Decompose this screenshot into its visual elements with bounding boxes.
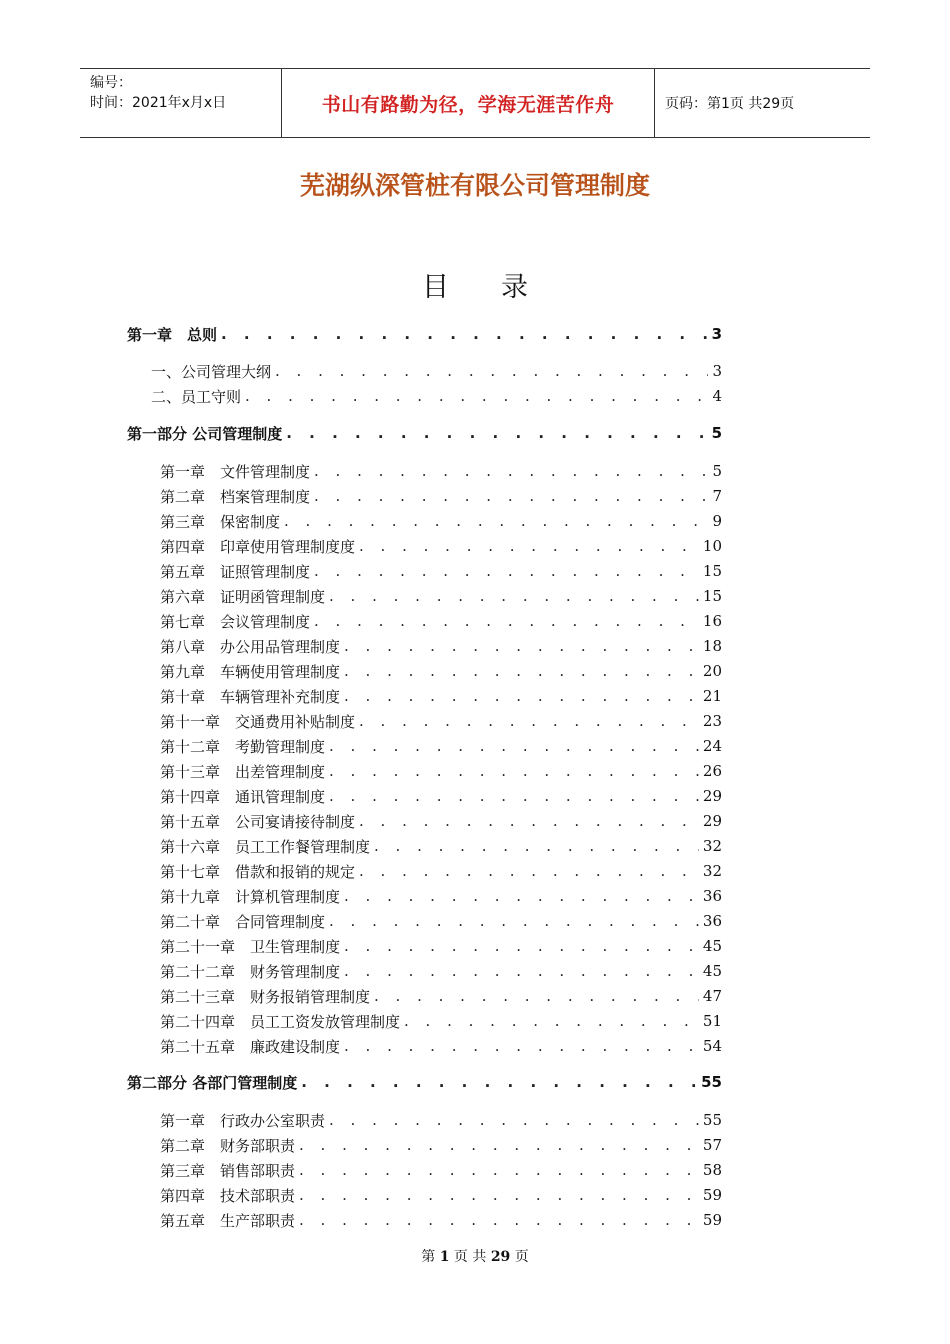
toc-entry-page: 45 xyxy=(702,962,722,980)
toc-entry xyxy=(160,635,722,657)
toc-entry-leader xyxy=(329,762,699,780)
toc-entry xyxy=(160,1010,722,1032)
header-number: 编号： xyxy=(90,75,132,91)
toc-entry-leader xyxy=(344,937,699,955)
toc-entry-label: 第一章 总则 xyxy=(127,325,218,344)
toc-entry-label: 第七章 会议管理制度 xyxy=(160,612,311,631)
toc-entry-label: 第二章 财务部职责 xyxy=(160,1136,296,1155)
toc-entry-leader xyxy=(299,1161,699,1179)
toc-entry-leader xyxy=(329,587,699,605)
header-motto-cell xyxy=(282,69,655,137)
toc-entry-label: 第十九章 计算机管理制度 xyxy=(160,887,341,906)
toc-entry-leader xyxy=(314,612,699,630)
toc-entry-page: 55 xyxy=(702,1111,722,1129)
toc-entry-leader xyxy=(314,562,699,580)
toc-entry-page: 29 xyxy=(702,787,722,805)
toc-entry xyxy=(160,510,722,532)
toc-entry-label: 第二部分 各部门管理制度 xyxy=(127,1073,298,1092)
toc-entry xyxy=(160,835,722,857)
toc-entry-leader xyxy=(314,462,708,480)
toc-entry-leader xyxy=(245,387,708,405)
toc-entry-page: 21 xyxy=(702,687,722,705)
toc-entry xyxy=(160,460,722,482)
toc-entry-label: 第五章 证照管理制度 xyxy=(160,562,311,581)
toc-entry xyxy=(160,660,722,682)
footer-prefix: 第 xyxy=(421,1249,436,1265)
footer-total: 29 xyxy=(490,1249,511,1265)
toc-entry-page: 9 xyxy=(712,512,722,530)
toc-entry-leader xyxy=(344,1037,699,1055)
toc-entry xyxy=(160,485,722,507)
toc-entry-label: 第十五章 公司宴请接待制度 xyxy=(160,812,356,831)
toc-entry-label: 第十二章 考勤管理制度 xyxy=(160,737,326,756)
toc-entry-leader xyxy=(299,1186,699,1204)
toc-entry-page: 32 xyxy=(702,837,722,855)
toc-entry-page: 7 xyxy=(712,487,722,505)
toc-entry-label: 第十七章 借款和报销的规定 xyxy=(160,862,356,881)
toc-entry-page: 23 xyxy=(702,712,722,730)
toc-entry-page: 58 xyxy=(702,1161,722,1179)
toc-entry-label: 第一章 行政办公室职责 xyxy=(160,1111,326,1130)
toc-entry-leader xyxy=(344,687,699,705)
toc-entry-page: 47 xyxy=(702,987,722,1005)
toc-entry-label: 第四章 技术部职责 xyxy=(160,1186,296,1205)
toc-entry xyxy=(127,422,722,444)
toc-entry-label: 第四章 印章使用管理制度度 xyxy=(160,537,356,556)
toc-entry-label: 第十四章 通讯管理制度 xyxy=(160,787,326,806)
toc-entry-leader xyxy=(359,812,699,830)
toc-entry-label: 第二十一章 卫生管理制度 xyxy=(160,937,341,956)
toc-entry-label: 第八章 办公用品管理制度 xyxy=(160,637,341,656)
toc-entry xyxy=(160,710,722,732)
toc-entry-leader xyxy=(284,512,708,530)
toc-entry-page: 36 xyxy=(702,887,722,905)
header-page-number: 页码：第1页 共29页 xyxy=(665,96,795,112)
toc-entry-label: 第三章 保密制度 xyxy=(160,512,281,531)
toc-entry-leader xyxy=(329,787,699,805)
toc-entry xyxy=(160,810,722,832)
toc-entry-page: 3 xyxy=(712,362,722,380)
toc-entry-label: 第十章 车辆管理补充制度 xyxy=(160,687,341,706)
toc-entry-label: 第五章 生产部职责 xyxy=(160,1211,296,1230)
toc-entry-label: 第二十四章 员工工资发放管理制度 xyxy=(160,1012,401,1031)
toc-entry-leader xyxy=(329,912,699,930)
header-motto: 书山有路勤为径，学海无涯苦作舟 xyxy=(321,93,615,116)
toc-entry-page: 24 xyxy=(702,737,722,755)
toc-entry xyxy=(127,1071,722,1093)
toc-entry xyxy=(160,610,722,632)
toc-entry-leader xyxy=(374,837,699,855)
toc-entry xyxy=(160,585,722,607)
page-header xyxy=(80,68,870,138)
toc-entry-label: 第一章 文件管理制度 xyxy=(160,462,311,481)
toc-entry-page: 54 xyxy=(702,1037,722,1055)
toc-entry-leader xyxy=(301,1073,697,1091)
toc-entry-page: 59 xyxy=(702,1211,722,1229)
toc-entry xyxy=(160,560,722,582)
toc-entry-page: 18 xyxy=(702,637,722,655)
toc-entry-label: 第二十三章 财务报销管理制度 xyxy=(160,987,371,1006)
toc-entry-leader xyxy=(344,637,699,655)
toc-entry-label: 第十一章 交通费用补贴制度 xyxy=(160,712,356,731)
toc-entry-label: 第六章 证明函管理制度 xyxy=(160,587,326,606)
toc-entry-leader xyxy=(329,1111,699,1129)
toc-entry-label: 第二十五章 廉政建设制度 xyxy=(160,1037,341,1056)
toc-entry-page: 5 xyxy=(711,424,722,442)
toc-entry-leader xyxy=(359,862,699,880)
toc-entry-label: 第二十二章 财务管理制度 xyxy=(160,962,341,981)
page-footer xyxy=(0,1246,950,1266)
toc-entry-page: 57 xyxy=(702,1136,722,1154)
toc-entry-page: 32 xyxy=(702,862,722,880)
toc-entry xyxy=(160,785,722,807)
toc-entry-leader xyxy=(314,487,708,505)
footer-middle: 页 共 xyxy=(453,1249,487,1265)
toc-entry xyxy=(160,735,722,757)
toc-entry xyxy=(160,760,722,782)
toc-entry-label: 第十六章 员工工作餐管理制度 xyxy=(160,837,371,856)
toc-entry-label: 第三章 销售部职责 xyxy=(160,1161,296,1180)
toc-entry xyxy=(160,1109,722,1131)
toc-entry-leader xyxy=(344,887,699,905)
toc-entry-leader xyxy=(286,424,707,442)
header-time: 时间：2021年x月x日 xyxy=(90,95,227,111)
toc-entry xyxy=(160,935,722,957)
toc-entry-page: 45 xyxy=(702,937,722,955)
toc-entry-label: 第十三章 出差管理制度 xyxy=(160,762,326,781)
toc-entry-leader xyxy=(359,712,699,730)
toc-entry xyxy=(160,685,722,707)
toc-entry-leader xyxy=(329,737,699,755)
toc-entry-leader xyxy=(344,662,699,680)
toc-entry xyxy=(160,1184,722,1206)
toc-entry xyxy=(160,1159,722,1181)
toc-entry-label: 第二十章 合同管理制度 xyxy=(160,912,326,931)
footer-page: 1 xyxy=(439,1249,450,1265)
toc-entry-page: 51 xyxy=(702,1012,722,1030)
toc-entry xyxy=(160,535,722,557)
footer-suffix: 页 xyxy=(514,1249,529,1265)
toc-entry-page: 5 xyxy=(712,462,722,480)
toc-entry-page: 16 xyxy=(702,612,722,630)
toc-entry-page: 10 xyxy=(702,537,722,555)
toc-entry-page: 20 xyxy=(702,662,722,680)
toc-entry xyxy=(151,360,722,382)
toc-entry-page: 59 xyxy=(702,1186,722,1204)
toc-entry-leader xyxy=(299,1136,699,1154)
toc-entry-leader xyxy=(221,325,708,343)
toc-entry-leader xyxy=(404,1012,699,1030)
toc-entry xyxy=(160,860,722,882)
toc-entry-label: 第九章 车辆使用管理制度 xyxy=(160,662,341,681)
toc-entry-label: 一、公司管理大纲 xyxy=(151,362,272,381)
toc-entry-label: 第一部分 公司管理制度 xyxy=(127,424,283,443)
toc-entry-label: 二、员工守则 xyxy=(151,387,242,406)
toc-entry xyxy=(160,1209,722,1231)
toc-entry-leader xyxy=(299,1211,699,1229)
toc-heading: 目录 xyxy=(422,272,580,303)
toc-entry xyxy=(160,1134,722,1156)
toc-entry-page: 55 xyxy=(701,1073,722,1091)
toc-entry xyxy=(127,323,722,345)
toc-entry-page: 36 xyxy=(702,912,722,930)
toc-entry xyxy=(160,1035,722,1057)
toc-entry-page: 3 xyxy=(711,325,722,343)
document-title: 芜湖纵深管桩有限公司管理制度 xyxy=(299,171,650,200)
toc-entry-leader xyxy=(374,987,699,1005)
toc-entry xyxy=(160,910,722,932)
toc-entry-page: 15 xyxy=(702,562,722,580)
toc-entry-page: 15 xyxy=(702,587,722,605)
toc-entry-leader xyxy=(359,537,699,555)
toc-entry xyxy=(160,960,722,982)
toc-entry xyxy=(160,985,722,1007)
toc-entry-page: 29 xyxy=(702,812,722,830)
toc-entry xyxy=(160,885,722,907)
header-meta xyxy=(80,69,282,137)
toc-entry-leader xyxy=(275,362,708,380)
toc-entry-page: 4 xyxy=(712,387,722,405)
toc-entry-label: 第二章 档案管理制度 xyxy=(160,487,311,506)
toc-entry-leader xyxy=(344,962,699,980)
toc-entry-page: 26 xyxy=(702,762,722,780)
toc-entry xyxy=(151,385,722,407)
